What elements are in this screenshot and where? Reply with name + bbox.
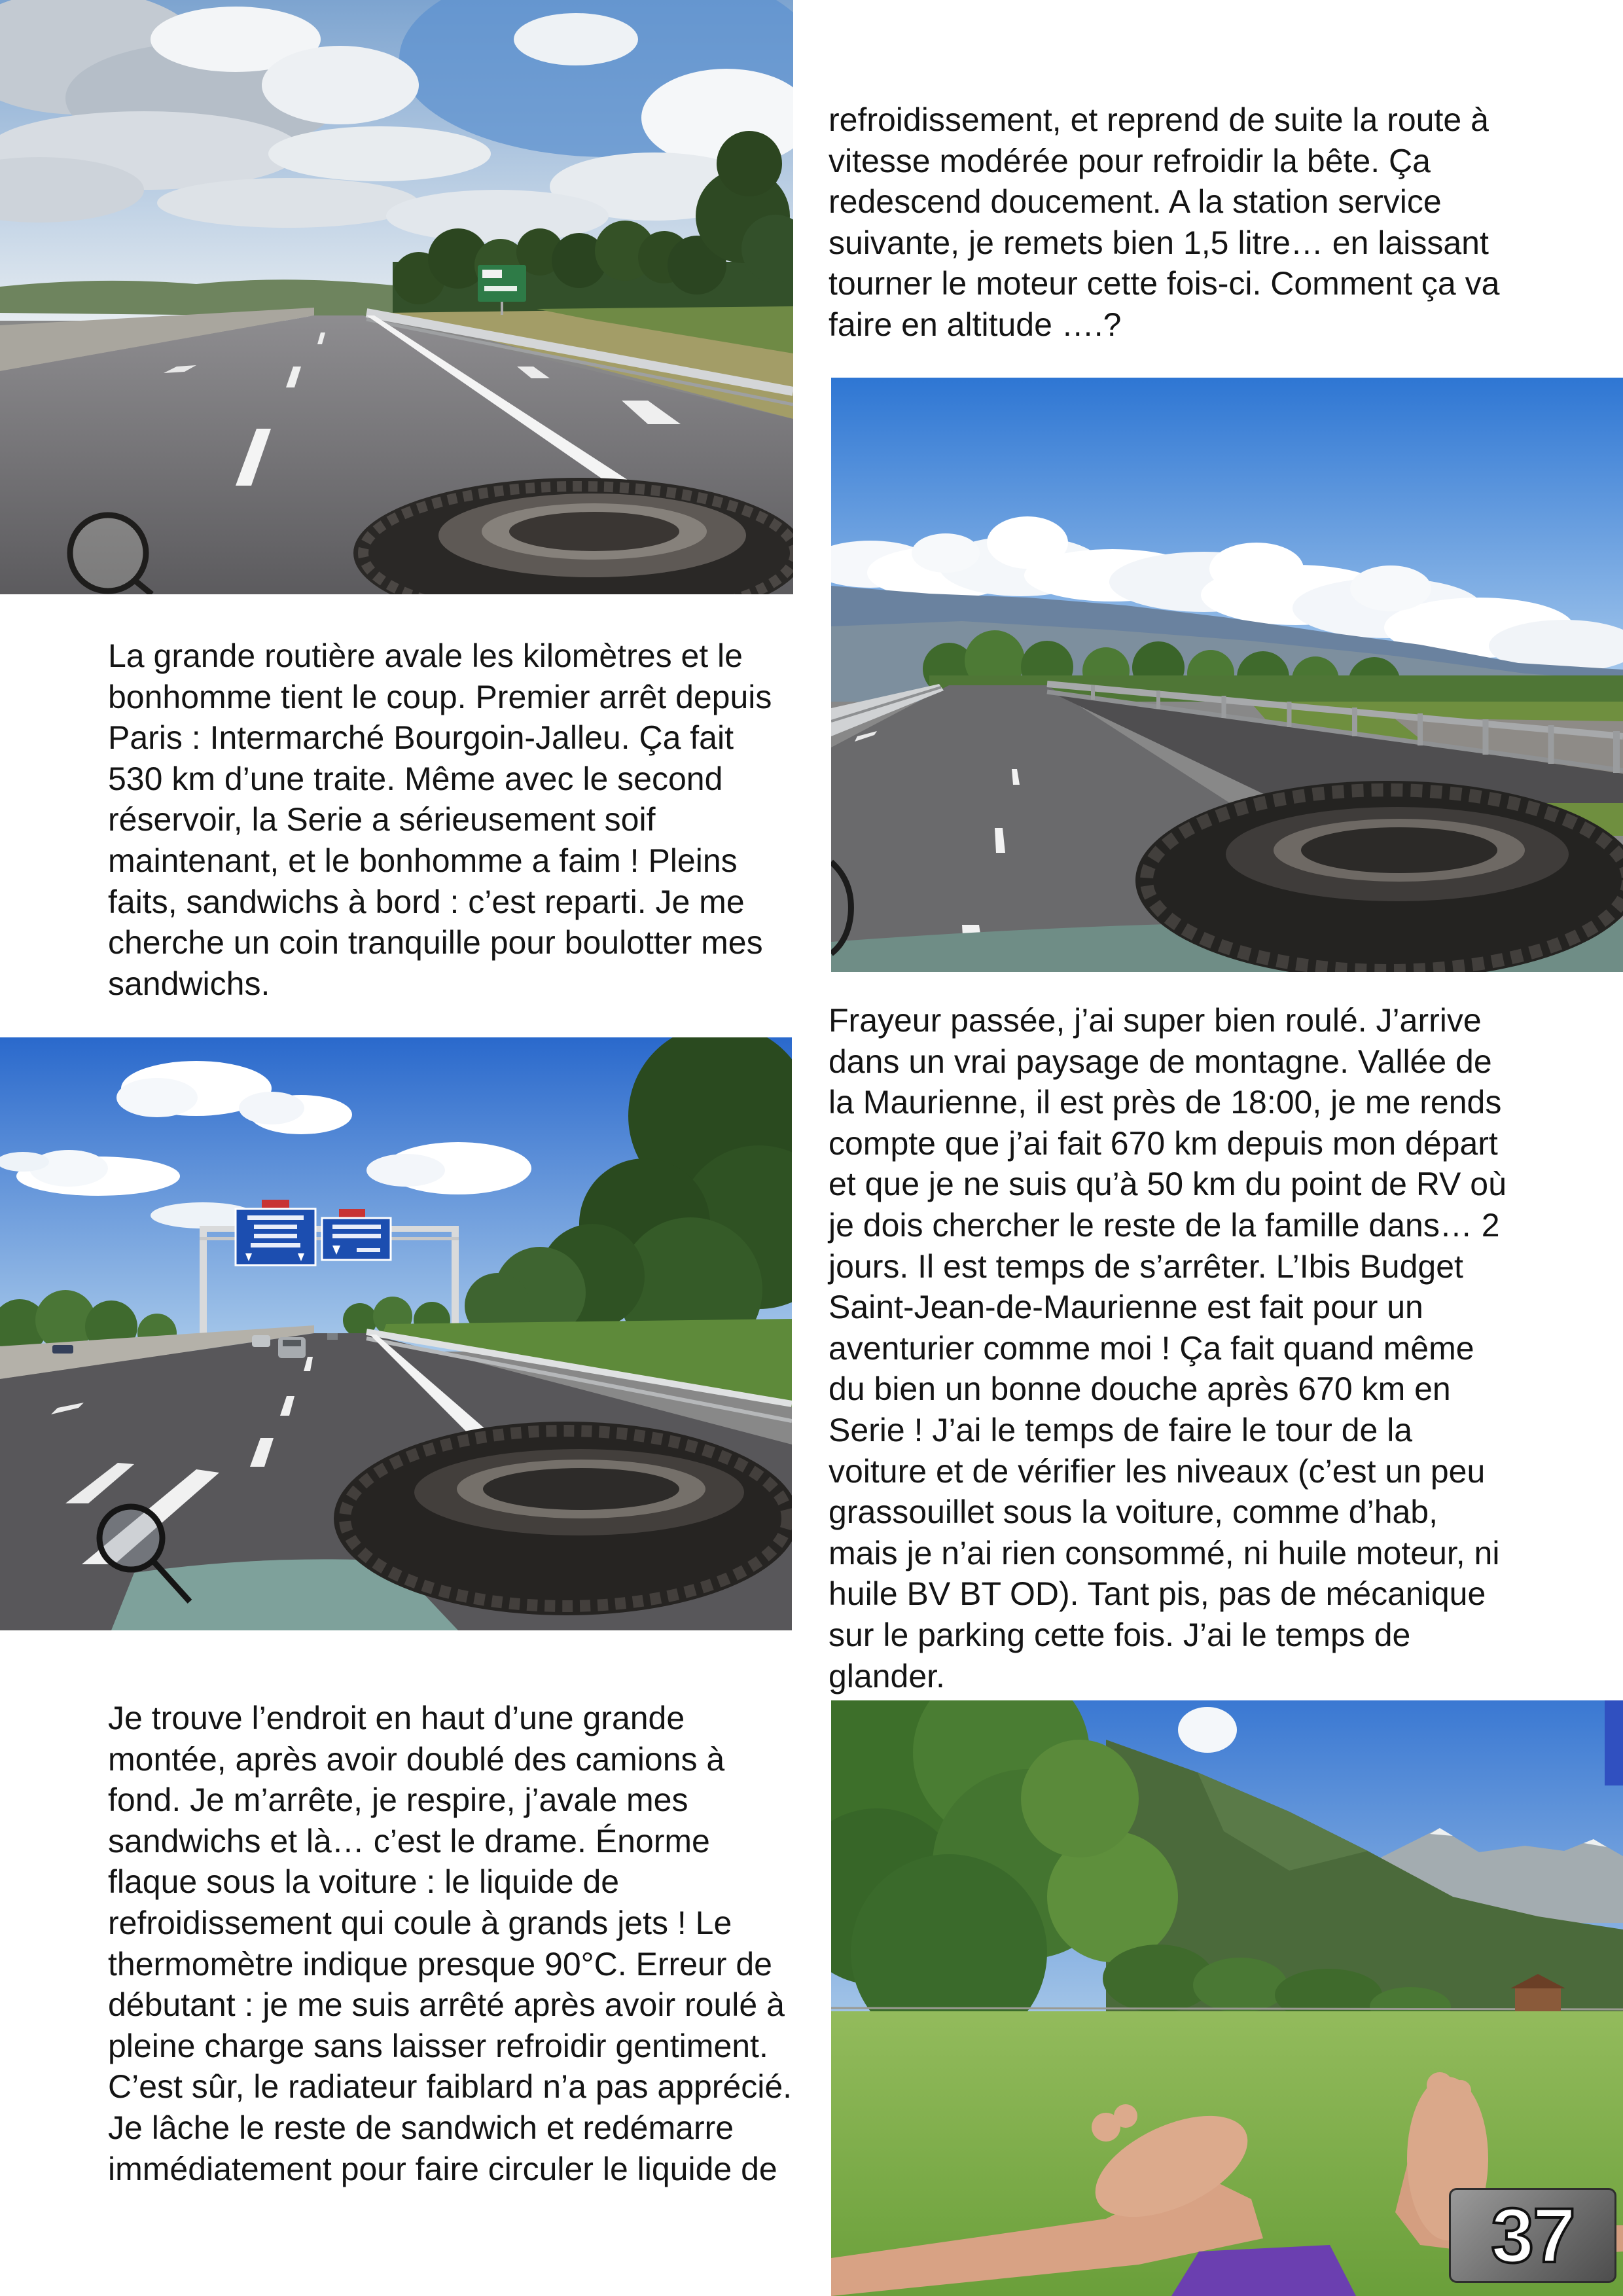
article-text-right-2: Frayeur passée, j’ai super bien roulé. J’arrive dans un vrai paysage de montagne. Vallée de la Maurienne, il est près de 18:00, je me rends compte que j’ai fait 670 km depuis mon départ et que je ne suis qu’à 50 km du point de RV où je dois chercher le reste de la famille dans… 2 jours. Il est temps de s’arrêter. L’Ibis Budget Saint-Jean-de-Maurienne est fait pour un aventurier comme moi ! Ça fait quand même du bien un bonne douche après 670 km en Serie ! J’ai le temps de faire le tour de la voiture et de vérifier les niveaux (c’est un peu grassouillet sous la voiture, comme d’hab, mais je n’ai rien consommé, ni huile moteur, ni huile BV BT OD). Tant pis, pas de mécanique sur le parking cette fois. J’ai le temps de glander. bbox=[829, 1002, 1507, 1695]
photo-motorway-spare-tyre bbox=[0, 0, 793, 594]
direction-sign-left bbox=[236, 1200, 315, 1265]
article-text-left-2: Je trouve l’endroit en haut d’une grande montée, après avoir doublé des camions à fond. Je m’arrête, je respire, j’avale mes sandwichs et là… c’est le drame. Énorme flaque sous la voiture : le liquide de refroidissement qui coule à grands jets ! Le thermomètre indique presque 90°C. Erreur de débutant : je me suis arrêté après avoir roulé à pleine charge sans laisser refroidir gentiment. C’est sûr, le radiateur faiblard n’a pas apprécié. Je lâche le reste de sandwich et redémarre immédiatement pour faire circuler le liquide de bbox=[108, 1700, 793, 2187]
cloud bbox=[1178, 1707, 1237, 1753]
photo-motorway-gantry-image bbox=[0, 1037, 792, 1630]
spare-tyre bbox=[334, 1422, 792, 1615]
article-text-right-top: refroidissement, et reprend de suite la route à vitesse modérée pour refroidir la bête. Ça redescend doucement. A la station service suivante, je remets bien 1,5 litre… en laissant tourner le moteur cette fois-ci. Comment ça va faire en altitude ….? bbox=[829, 101, 1500, 343]
article-text-left-1: La grande routière avale les kilomètres et le bonhomme tient le coup. Premier arrêt depuis Paris : Intermarché Bourgoin-Jalleu. Ça fait 530 km d’une traite. Même avec le second réservoir, la Serie a sérieusement soif maintenant, et le bonhomme a faim ! Pleins faits, sandwichs à bord : c’est reparti. Je me cherche un coin tranquille pour boulotter mes sandwichs. bbox=[108, 637, 772, 1002]
page-number-badge bbox=[1449, 2188, 1616, 2283]
photo-motorway-spare-tyre-image bbox=[0, 0, 793, 594]
page-number: 37 bbox=[1491, 2192, 1575, 2279]
photo-bridge-mountains-image bbox=[831, 378, 1623, 972]
photo-motorway-gantry bbox=[0, 1037, 792, 1630]
blue-object bbox=[1605, 1700, 1623, 1785]
photo-bridge-mountains bbox=[831, 378, 1623, 972]
fence bbox=[831, 2008, 1623, 2009]
distant-hills bbox=[0, 279, 419, 317]
shorts bbox=[1171, 2245, 1356, 2296]
